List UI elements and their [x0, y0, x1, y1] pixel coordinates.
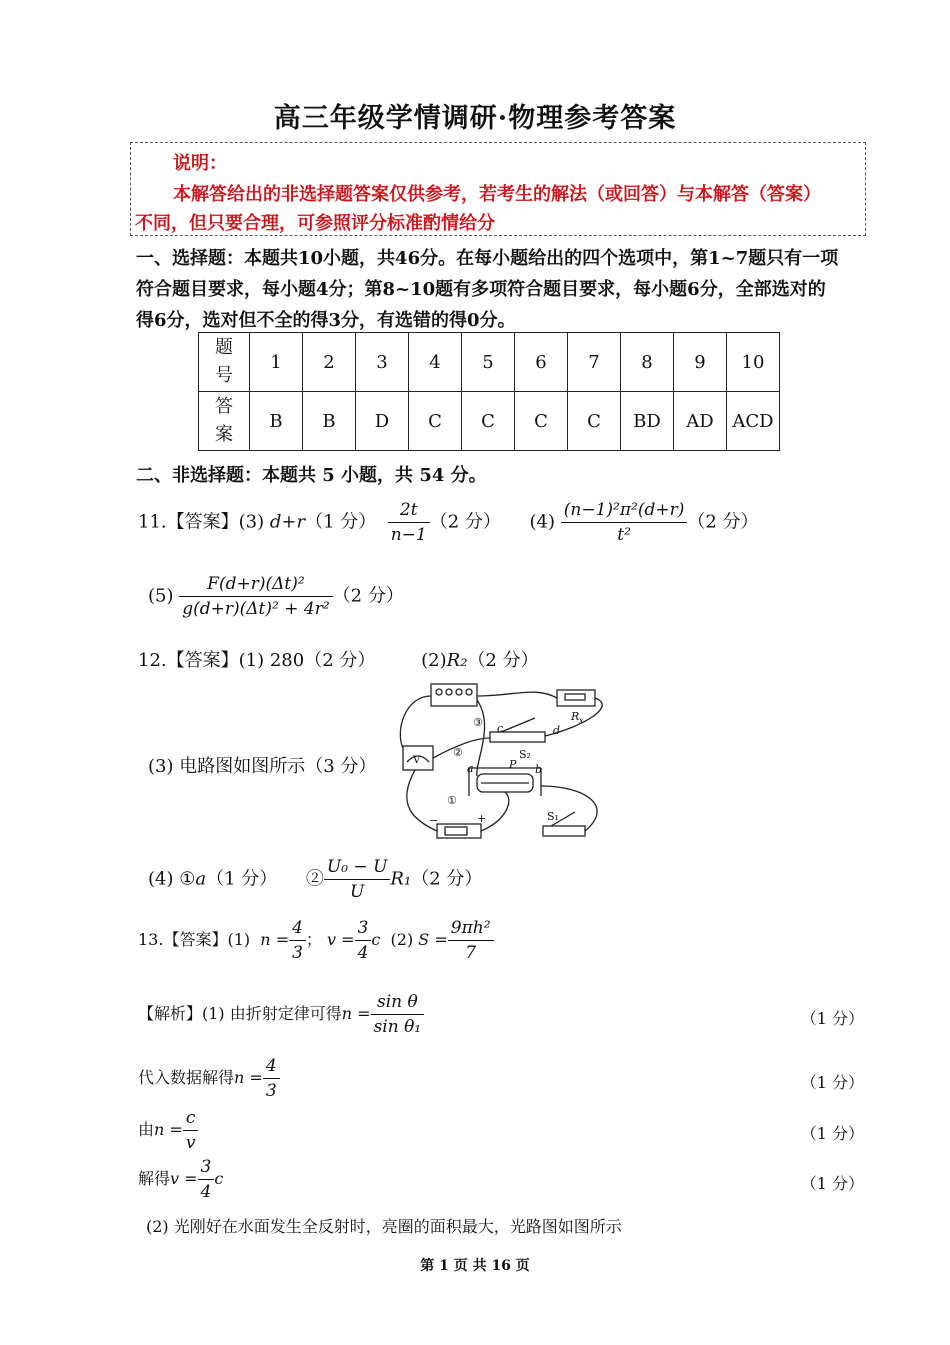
notice-box	[130, 142, 866, 236]
table-cell: 7	[568, 333, 621, 392]
analysis-line-3: 由n = $\frac{c}{v}$	[138, 1108, 198, 1153]
svg-text:P: P	[509, 758, 517, 771]
table-cell: ACD	[727, 392, 780, 451]
table-cell: 4	[409, 333, 462, 392]
table-cell: C	[515, 392, 568, 451]
table-cell: 10	[727, 333, 780, 392]
table-cell: C	[462, 392, 515, 451]
svg-text:V: V	[413, 755, 421, 766]
q12-fraction: $\frac{\text{U₀ − U}}{U}$	[324, 857, 391, 902]
svg-text:b: b	[535, 763, 543, 776]
table-cell: 8	[621, 333, 674, 392]
table-header-number: 题 号	[199, 333, 250, 392]
analysis-line-2: 代入数据解得n = $\frac{4}{3}$	[138, 1056, 280, 1101]
svg-text:d: d	[553, 724, 561, 737]
svg-text:①: ①	[447, 794, 457, 807]
analysis-score-4: （1 分）	[800, 1174, 864, 1193]
table-cell: 9	[674, 333, 727, 392]
circuit-diagram	[385, 676, 620, 846]
svg-text:−: −	[429, 814, 439, 827]
q11-fraction-3: $\frac{\text{F(d+r)(Δt)²}}{\text{g(d+r)(Δt)² + 4r²}}$	[179, 574, 332, 619]
analysis-line-1: 【解析】(1) 由折射定律可得n = $\frac{\text{sin θ}}{\text{sin θ₁}}$	[138, 992, 424, 1037]
table-cell: D	[356, 392, 409, 451]
svg-text:a: a	[467, 762, 474, 775]
svg-text:②: ②	[453, 746, 463, 759]
analysis-score-1: （1 分）	[800, 1009, 864, 1028]
section1-line-2: 符合题目要求，每小题4分；第8~10题有多项符合题目要求，每小题6分，全部选对的	[136, 279, 826, 300]
table-cell: C	[409, 392, 462, 451]
table-header-answer: 答 案	[199, 392, 250, 451]
table-cell: 5	[462, 333, 515, 392]
svg-text:S₂: S₂	[519, 748, 531, 761]
section1-line-1: 一、选择题：本题共10小题，共46分。在每小题给出的四个选项中，第1~7题只有一项	[136, 248, 839, 269]
svg-text:R: R	[571, 710, 580, 723]
svg-text:c: c	[497, 722, 504, 735]
q12-part-3: (3) 电路图如图所示（3 分）	[148, 756, 377, 777]
table-row-numbers	[199, 333, 780, 392]
table-cell: BD	[621, 392, 674, 451]
table-row-answers	[199, 392, 780, 451]
table-cell: C	[568, 392, 621, 451]
analysis-line-5: (2) 光刚好在水面发生全反射时，亮圈的面积最大，光路图如图所示	[146, 1217, 622, 1236]
notice-line-1: 本解答给出的非选择题答案仅供参考，若考生的解法（或回答）与本解答（答案）	[173, 184, 821, 205]
q12-part-4: (4) ①a（1 分） ② $\frac{\text{U₀ − U}}{U}$ R₁（2 分）	[148, 857, 483, 902]
notice-heading: 说明：	[173, 153, 227, 174]
page-footer: 第 1 页 共 16 页	[420, 1258, 530, 1274]
table-cell: 2	[303, 333, 356, 392]
table-cell: B	[303, 392, 356, 451]
q11-line-1: 11.【答案】(3) d+r（1 分） $\frac{2t}{n-1}$ （2 分） (4) $\frac{\text{(n−1)²π²(d+r)}}{\text{t²}}$ （2 分）	[138, 500, 759, 545]
answer-table	[198, 332, 780, 451]
svg-text:③: ③	[473, 716, 483, 729]
svg-text:+: +	[477, 812, 487, 825]
analysis-score-3: （1 分）	[800, 1124, 864, 1143]
q11-fraction-1: $\frac{2t}{n-1}$	[388, 500, 430, 545]
table-cell: 3	[356, 333, 409, 392]
table-cell: B	[250, 392, 303, 451]
notice-line-2: 不同，但只要合理，可参照评分标准酌情给分	[135, 213, 495, 234]
svg-text:x: x	[579, 716, 584, 725]
table-cell: 6	[515, 333, 568, 392]
table-cell: 1	[250, 333, 303, 392]
q11-fraction-2: $\frac{\text{(n−1)²π²(d+r)}}{\text{t²}}$	[561, 500, 688, 545]
table-cell: AD	[674, 392, 727, 451]
section2-heading: 二、非选择题：本题共 5 小题，共 54 分。	[136, 465, 487, 486]
section1-line-3: 得6分，选对但不全的得3分，有选错的得0分。	[136, 310, 516, 331]
svg-text:S₁: S₁	[547, 810, 559, 823]
q11-line-2: (5) $\frac{\text{F(d+r)(Δt)²}}{\text{g(d+r)(Δt)² + 4r²}}$ （2 分）	[148, 574, 404, 619]
q12-line-1: 12.【答案】(1) 280（2 分） (2)R₂（2 分）	[138, 650, 539, 671]
analysis-line-4: 解得v = $\frac{3}{4}$ c	[138, 1157, 224, 1202]
q13-answer: 13.【答案】(1) n = $\frac{4}{3}$ ； v = $\frac{3}{4}$ c (2) S = $\frac{\text{9πh²}}{7}$	[138, 918, 494, 963]
page-title: 高三年级学情调研·物理参考答案	[273, 103, 677, 134]
analysis-score-2: （1 分）	[800, 1073, 864, 1092]
